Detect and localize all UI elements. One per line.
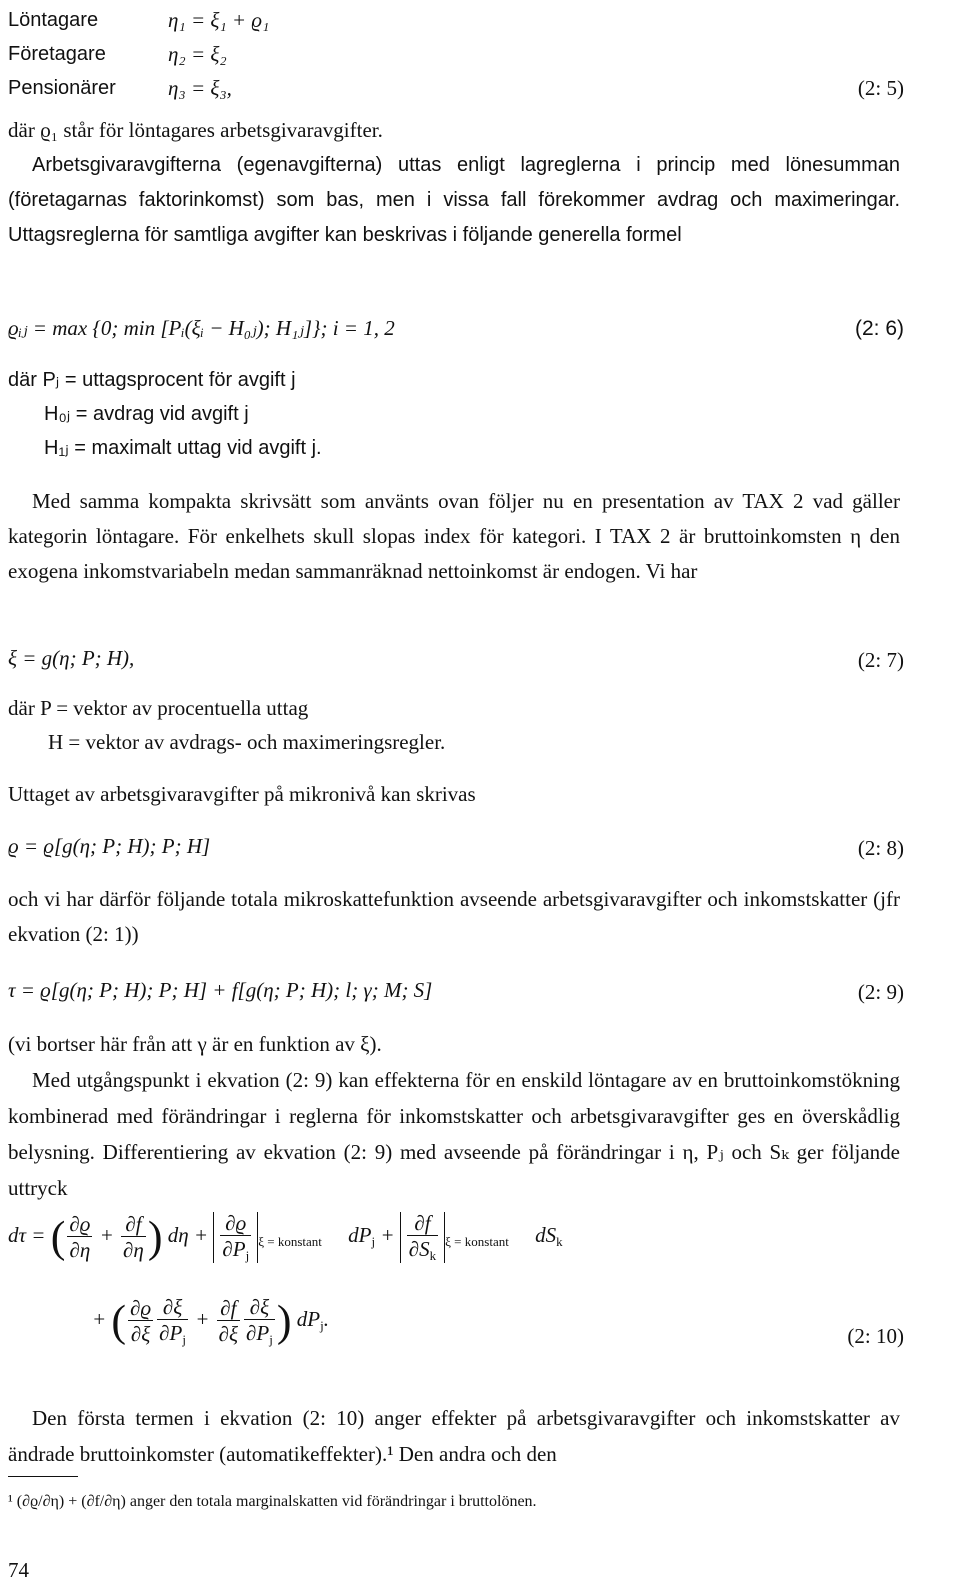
footnote: ¹ (∂ϱ/∂η) + (∂f/∂η) anger den totala marginalskatten vid förändringar i bruttolönen. [8,1493,537,1510]
equation-2-9: τ = ϱ[g(η; P; H); P; H] + f[g(η; P; H); l; γ; M; S] [8,978,433,1002]
equation-2-10-line-1: dτ = ( $\frac{\partial ϱ}{\partial\eta}$ + $\frac{\partial f}{\partial\eta}$ ) dη + $\frac{\partial ϱ}{\partial P_j}$ $_{\xi = konstant}$ $dP_j$ + $\frac{\partial f}{\partial S_k}$ $_{\xi = konstant}$ $dS_k$ [8,1211,563,1264]
definition-H-vector: H = vektor av avdrags- och maximeringsregler. [48,730,446,754]
equation-2-6: ϱᵢⱼ = max {0; min [Pᵢ(ξᵢ − H₀ⱼ); H₁ⱼ]}; i = 1, 2 [8,316,395,340]
definition-P-vector: där P = vektor av procentuella uttag [8,696,309,720]
equation-2-10-line-2: + ( $\frac{\partial ϱ}{\partial\xi}$ $\frac{\partial\xi}{\partial P_j}$ + $\frac{\partial f}{\partial\xi}$ $\frac{\partial\xi}{\partial P_j}$ ) $dP_j$. [92,1295,329,1348]
equation-number-2-5: (2: 5) [857,76,904,100]
definition-P: där Pⱼ = uttagsprocent för avgift j [8,369,296,391]
equation-number-2-6: (2: 6) [854,317,904,340]
equation-2-8: ϱ = ϱ[g(η; P; H); P; H] [8,834,211,858]
category-name-2: Företagare [8,43,106,65]
paragraph-employer-fees: Arbetsgivaravgifterna (egenavgifterna) uttas enligt lagreglerna i princip med lönesumman (företagarnas faktorinkomst) som bas, men i vissa fall förekommer avdrag och maximeringar. Uttagsreglerna för samtliga avgifter kan beskrivas i följande generella formel [8,154,900,246]
footnote-divider [8,1476,78,1477]
constant-condition-2: ξ = konstant [445,1234,509,1250]
category-name-3: Pensionärer [8,77,116,99]
definition-H1: H₁ⱼ = maximalt uttag vid avgift j. [44,437,322,459]
equation-number-2-10: (2: 10) [847,1324,904,1348]
equation-number-2-9: (2: 9) [857,980,904,1004]
constant-condition-1: ξ = konstant [258,1234,322,1250]
paragraph-micro-level: Uttaget av arbetsgivaravgifter på mikronivå kan skrivas [8,782,476,806]
paragraph-tax2: Med samma kompakta skrivsätt som använts ovan följer nu en presentation av TAX 2 vad gäller kategorin löntagare. För enkelhets skull slopas index för kategori. I TAX 2 är bruttoinkomsten η den exogena inkomstvariabeln medan sammanräknad nettoinkomst är endogen. Vi har [8,489,900,583]
paragraph-differentiation: Med utgångspunkt i ekvation (2: 9) kan effekterna för en enskild löntagare av en bruttoinkomstökning kombinerad med förändringar i reglerna för inkomstskatter och arbetsgivaravgifter ges en överskådlig belysning. Differentiering av ekvation (2: 9) med avseende på förändringar i η, Pⱼ och Sₖ ger följande uttryck [8,1068,900,1200]
paragraph-first-term: Den första termen i ekvation (2: 10) anger effekter på arbetsgivaravgifter och inkomstskatter av ändrade bruttoinkomster (automatikeffekter).¹ Den andra och den [8,1406,900,1466]
paragraph-tax-function: och vi har därför följande totala mikroskattefunktion avseende arbetsgivaravgifter och inkomstskatter (jfr ekvation (2: 1)) [8,887,900,946]
category-equation-1: η₁ = ξ₁ + ϱ₁ [168,8,270,32]
equation-number-2-8: (2: 8) [857,836,904,860]
page-number: 74 [8,1558,29,1582]
equation-number-2-7: (2: 7) [857,648,904,672]
category-equation-2: η₂ = ξ₂ [168,42,227,66]
category-name-1: Löntagare [8,9,99,31]
paragraph-rho-definition: där ϱ₁ står för löntagares arbetsgivaravgifter. [8,118,383,142]
paragraph-gamma-note: (vi bortser här från att γ är en funktion av ξ). [8,1032,382,1056]
definition-H0: H₀ⱼ = avdrag vid avgift j [44,403,249,425]
equation-2-7: ξ = g(η; P; H), [8,646,135,670]
category-equation-3: η₃ = ξ₃, [168,76,232,100]
